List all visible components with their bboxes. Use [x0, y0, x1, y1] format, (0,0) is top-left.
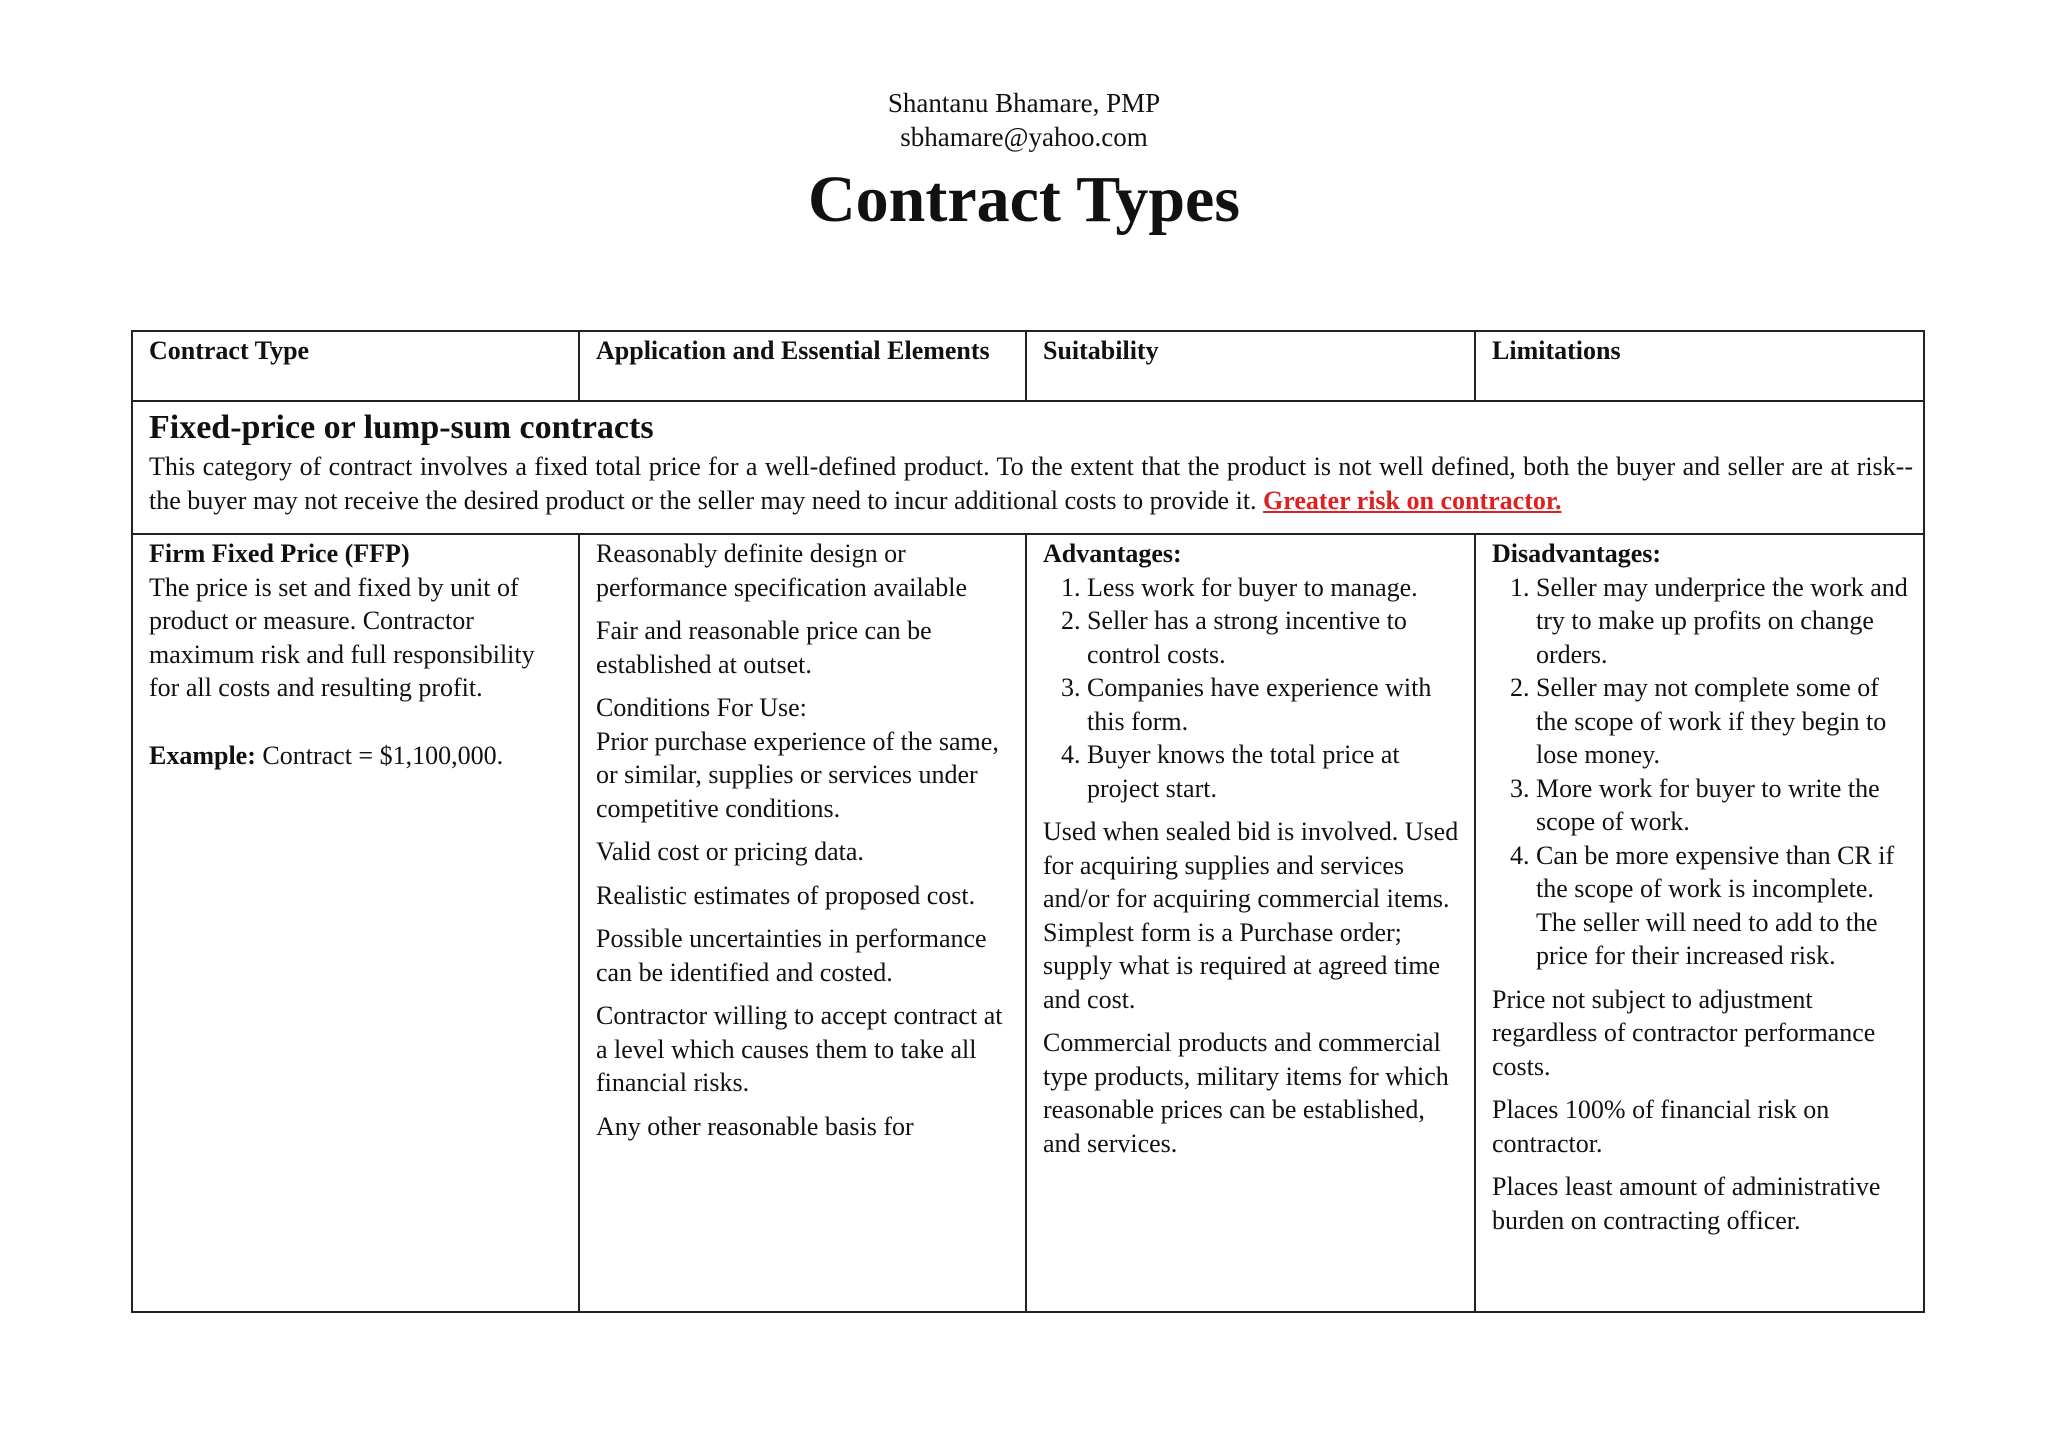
column-header-application: Application and Essential Elements	[579, 331, 1026, 401]
list-item: 4. Buyer knows the total price at project start.	[1087, 738, 1464, 805]
list-item: 1. Less work for buyer to manage.	[1087, 571, 1464, 605]
table-header-row	[132, 331, 1924, 401]
contract-type-cell	[132, 534, 579, 1312]
section-description	[149, 450, 1913, 517]
list-item: 3. Companies have experience with this form.	[1087, 671, 1464, 738]
suitability-paragraph: Used when sealed bid is involved. Used for acquiring supplies and services and/or for acquiring commercial items. Simplest form is a Purchase order; supply what is required at agreed time and cost.	[1043, 817, 1459, 1014]
document-title: Contract Types	[807, 163, 1241, 236]
contract-example	[149, 739, 568, 773]
application-paragraph: Realistic estimates of proposed cost.	[596, 880, 976, 910]
example-value: Contract = $1,100,000.	[262, 740, 504, 770]
contract-type-name: Firm Fixed Price (FFP)	[149, 539, 410, 568]
author-name: Shantanu Bhamare, PMP	[887, 88, 1161, 118]
limitations-paragraph: Places 100% of financial risk on contractor.	[1492, 1095, 1830, 1158]
application-paragraph: Valid cost or pricing data.	[596, 837, 864, 866]
advantages-heading: Advantages:	[1043, 539, 1182, 568]
application-paragraph: Any other reasonable basis for	[596, 1111, 914, 1141]
conditions-text: Prior purchase experience of the same, or similar, supplies or services under competitive conditions.	[596, 726, 999, 823]
conditions-label: Conditions For Use:	[596, 693, 807, 722]
contract-types-table	[131, 330, 1925, 1313]
suitability-cell	[1026, 534, 1475, 1312]
list-item: 2. Seller has a strong incentive to control costs.	[1087, 604, 1464, 671]
column-header-contract-type: Contract Type	[132, 331, 579, 401]
disadvantages-list	[1492, 571, 1913, 973]
application-paragraph: Contractor willing to accept contract at a level which causes them to take all financial risks.	[596, 1001, 1003, 1097]
list-item: 1. Seller may underprice the work and try to make up profits on change orders.	[1536, 571, 1913, 672]
limitations-paragraph: Price not subject to adjustment regardless of contractor performance costs.	[1492, 984, 1876, 1081]
section-row	[132, 401, 1924, 534]
limitations-cell	[1475, 534, 1924, 1312]
application-conditions	[596, 691, 1015, 825]
application-cell	[579, 534, 1026, 1312]
section-description-text: This category of contract involves a fixed total price for a well-defined product. To the extent that the product is not well defined, both the buyer and seller are at risk--the buyer may not receive the desired product or the seller may need to incur additional costs to provide it.	[149, 452, 1913, 515]
contract-type-description: The price is set and fixed by unit of product or measure. Contractor maximum risk and full responsibility for all costs and resulting profit.	[149, 572, 535, 702]
risk-note: Greater risk on contractor.	[1263, 485, 1562, 515]
column-header-suitability: Suitability	[1026, 331, 1475, 401]
limitations-paragraph: Places least amount of administrative burden on contracting officer.	[1492, 1172, 1881, 1235]
disadvantages-heading: Disadvantages:	[1492, 539, 1662, 568]
author-email: sbhamare@yahoo.com	[900, 122, 1148, 152]
suitability-paragraph: Commercial products and commercial type products, military items for which reasonable prices can be established, and services.	[1043, 1028, 1449, 1158]
advantages-list	[1043, 571, 1464, 806]
section-title: Fixed-price or lump-sum contracts	[149, 409, 654, 446]
column-header-limitations: Limitations	[1475, 331, 1924, 401]
example-label: Example:	[149, 740, 256, 770]
application-paragraph: Reasonably definite design or performance specification available	[596, 539, 968, 602]
application-paragraph: Possible uncertainties in performance can be identified and costed.	[596, 924, 987, 987]
list-item: 3. More work for buyer to write the scope of work.	[1536, 772, 1913, 839]
document-header	[0, 86, 2048, 240]
section-cell	[132, 401, 1924, 534]
table-row	[132, 534, 1924, 1312]
application-paragraph: Fair and reasonable price can be established at outset.	[596, 616, 932, 679]
list-item: 4. Can be more expensive than CR if the scope of work is incomplete. The seller will need to add to the price for their increased risk.	[1536, 839, 1913, 973]
list-item: 2. Seller may not complete some of the scope of work if they begin to lose money.	[1536, 671, 1913, 772]
